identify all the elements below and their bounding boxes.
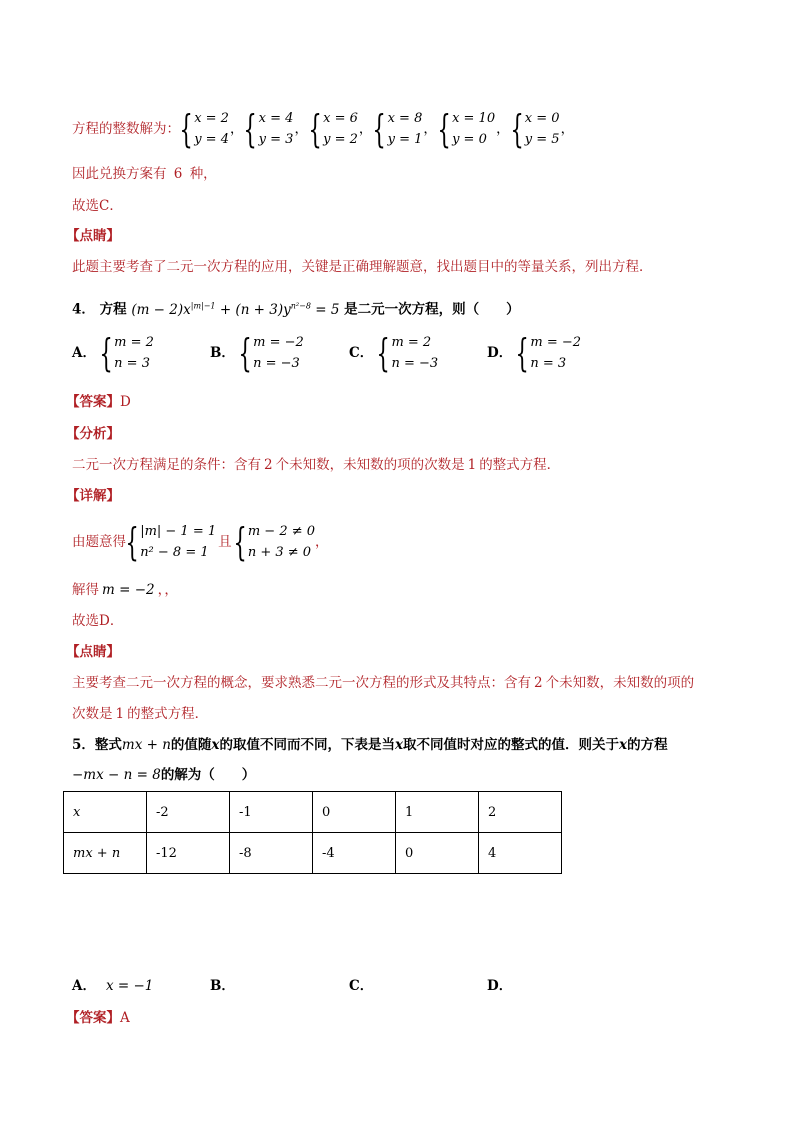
q4-comment-line-1: 主要考查二元一次方程的概念，要求熟悉二元一次方程的形式及其特点：含有 2 个未知数，未知数的项的: [72, 675, 695, 691]
table-row: [64, 792, 562, 833]
q4-solve-line: 解得 m = −2 ，，: [72, 582, 178, 598]
table-cell: 0: [313, 792, 396, 833]
comment-tag-1: 【点睛】: [66, 228, 120, 244]
q4-analysis-tag: 【分析】: [66, 426, 120, 442]
q5-option-a[interactable]: A． x = −1: [72, 978, 154, 994]
values-table: [63, 791, 562, 874]
q4-answer: 【答案】D: [66, 394, 131, 410]
table-cell: -1: [230, 792, 313, 833]
q5-option-c[interactable]: C．: [349, 978, 374, 994]
question-5-stem-line-2: −mx − n = 8的解为（ ）: [72, 767, 256, 783]
q4-analysis-text: 二元一次方程满足的条件：含有 2 个未知数，未知数的项的次数是 1 的整式方程．: [72, 457, 561, 473]
table-cell: x: [64, 792, 147, 833]
table-cell: -8: [230, 833, 313, 874]
solution-system: { x = 8 y = 1: [372, 107, 423, 151]
q4-option-c[interactable]: C． { m = 2 n = −3: [349, 331, 439, 375]
table-cell: mx + n: [64, 833, 147, 874]
solution-system: { x = 4 y = 3: [243, 107, 294, 151]
solution-system: { x = 2 y = 4: [179, 107, 229, 151]
q5-option-d[interactable]: D．: [487, 978, 513, 994]
q4-option-b[interactable]: B． { m = −2 n = −3: [210, 331, 304, 375]
solution-system: { x = 0 y = 5: [510, 107, 560, 151]
table-cell: -4: [313, 833, 396, 874]
choose-c-line: 故选C．: [72, 198, 123, 214]
q5-answer: 【答案】A: [66, 1010, 130, 1026]
q4-comment-line-2: 次数是 1 的整式方程．: [72, 706, 209, 722]
scheme-count-line: 因此兑换方案有 6 种，: [72, 166, 217, 182]
q5-option-b[interactable]: B．: [210, 978, 235, 994]
q4-option-d[interactable]: D． { m = −2 n = 3: [487, 331, 582, 375]
table-cell: -2: [147, 792, 230, 833]
table-cell: 4: [479, 833, 562, 874]
q4-option-a[interactable]: A． { m = 2 n = 3: [72, 331, 154, 375]
q4-detail-system: 由题意得 { |m| − 1 = 1 n² − 8 = 1 且 { m − 2 ≠ 0 n + 3 ≠ 0 ，: [72, 520, 329, 564]
table-cell: 1: [396, 792, 479, 833]
solutions-systems: { x = 2 y = 4 ， { x = 4 y = 3 ， { x = 6 y = 2 ， { x = 8 y = 1 ， { x = 10 y = 0 ， { x = 0 y = 5 ，: [179, 107, 575, 151]
question-5-stem-line-1: 5．整式mx + n的值随x的取值不同而不同，下表是当x取不同值时对应的整式的值．则关于x的方程: [72, 737, 668, 753]
integer-solutions-line: [72, 107, 575, 151]
question-4-stem: 4． 方程 $(m - 2)x^{|m|-1} + (n + 3)y^{n^2-8} = 5$ 是二元一次方程，则（ ）: [72, 301, 520, 318]
solutions-label: 方程的整数解为：: [72, 121, 180, 137]
table-row: [64, 833, 562, 874]
solution-system: { x = 6 y = 2: [308, 107, 358, 151]
q4-detail-tag: 【详解】: [66, 488, 120, 504]
table-cell: 2: [479, 792, 562, 833]
comment-text-1: 此题主要考查了二元一次方程的应用，关键是正确理解题意，找出题目中的等量关系，列出方程．: [72, 259, 653, 275]
q4-choose: 故选D．: [72, 613, 124, 629]
table-cell: -12: [147, 833, 230, 874]
solution-system: { x = 10 y = 0: [437, 107, 496, 151]
q4-comment-tag: 【点睛】: [66, 644, 120, 660]
table-cell: 0: [396, 833, 479, 874]
